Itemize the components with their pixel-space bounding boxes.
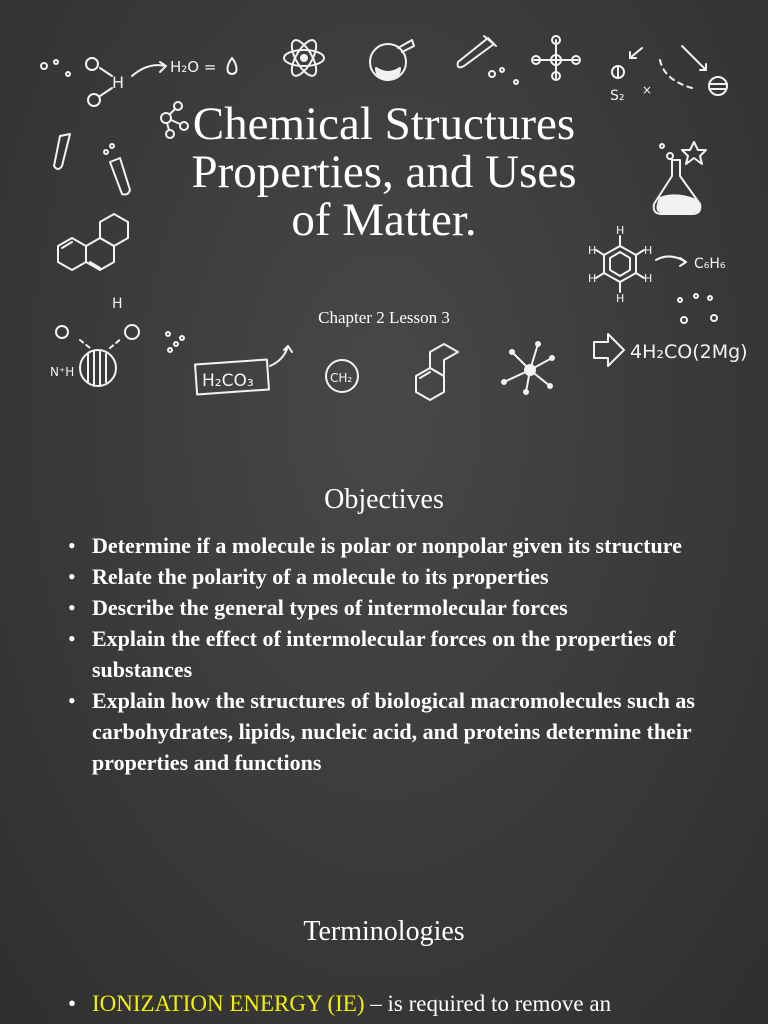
svg-text:H: H [588, 244, 597, 257]
slide-title: Chemical Structures Properties, and Uses of Matter. [191, 98, 577, 246]
objectives-list [64, 530, 704, 778]
terminology-item [64, 988, 704, 1019]
svg-text:CH₂: CH₂ [330, 371, 353, 385]
test-tubes-icon [54, 134, 130, 195]
objective-item: • Relate the polarity of a molecule to its properties [64, 561, 704, 592]
svg-text:H₂O =: H₂O = [170, 58, 217, 76]
slide-subtitle: Chapter 2 Lesson 3 [318, 308, 450, 327]
formula-arrow-doodle [594, 334, 748, 366]
benzene-icon [588, 224, 726, 323]
star-molecule-icon [502, 342, 554, 394]
terminologies-list [64, 988, 704, 1019]
objective-item: • Determine if a molecule is polar or nonpolar given its structure [64, 530, 704, 561]
svg-text:H: H [644, 272, 653, 285]
svg-text:H: H [616, 224, 625, 237]
h-label: H [112, 73, 125, 92]
term-name: IONIZATION ENERGY (IE) [92, 991, 365, 1016]
terminologies-heading: Terminologies [303, 916, 465, 947]
objectives-heading: Objectives [324, 484, 444, 515]
objective-item: • Describe the general types of intermolecular forces [64, 592, 704, 623]
svg-text:H: H [588, 272, 597, 285]
svg-text:H: H [644, 244, 653, 257]
round-flask-icon [370, 40, 414, 80]
nucleus-doodle [50, 296, 184, 386]
carbonic-acid-box [195, 346, 292, 394]
term-definition: – is required to remove an [364, 991, 612, 1016]
ch2-circle [326, 360, 358, 392]
svg-text:H: H [112, 296, 123, 312]
molecule-cross-icon [532, 36, 580, 80]
erlenmeyer-flask-icon [654, 142, 706, 214]
svg-text:N⁺H: N⁺H [50, 365, 75, 379]
ring-structure-icon [58, 214, 128, 270]
svg-text:4H₂CO(2Mg): 4H₂CO(2Mg) [630, 341, 748, 363]
atom-icon [284, 37, 324, 80]
objective-item: • Explain the effect of intermolecular forces on the properties of substances [64, 623, 704, 685]
svg-text:H: H [616, 292, 625, 305]
reaction-arrows-doodle [610, 46, 727, 104]
svg-text:C₆H₆: C₆H₆ [694, 256, 726, 272]
naphthalene-icon [416, 344, 458, 400]
test-tube-icon [458, 36, 496, 67]
svg-text:S₂: S₂ [610, 88, 625, 104]
svg-text:×: × [642, 83, 653, 97]
svg-text:H₂CO₃: H₂CO₃ [202, 371, 254, 391]
objective-item: • Explain how the structures of biological macromolecules such as carbohydrates, lipids, nucleic acid, and proteins determine their properties and functions [64, 685, 704, 778]
